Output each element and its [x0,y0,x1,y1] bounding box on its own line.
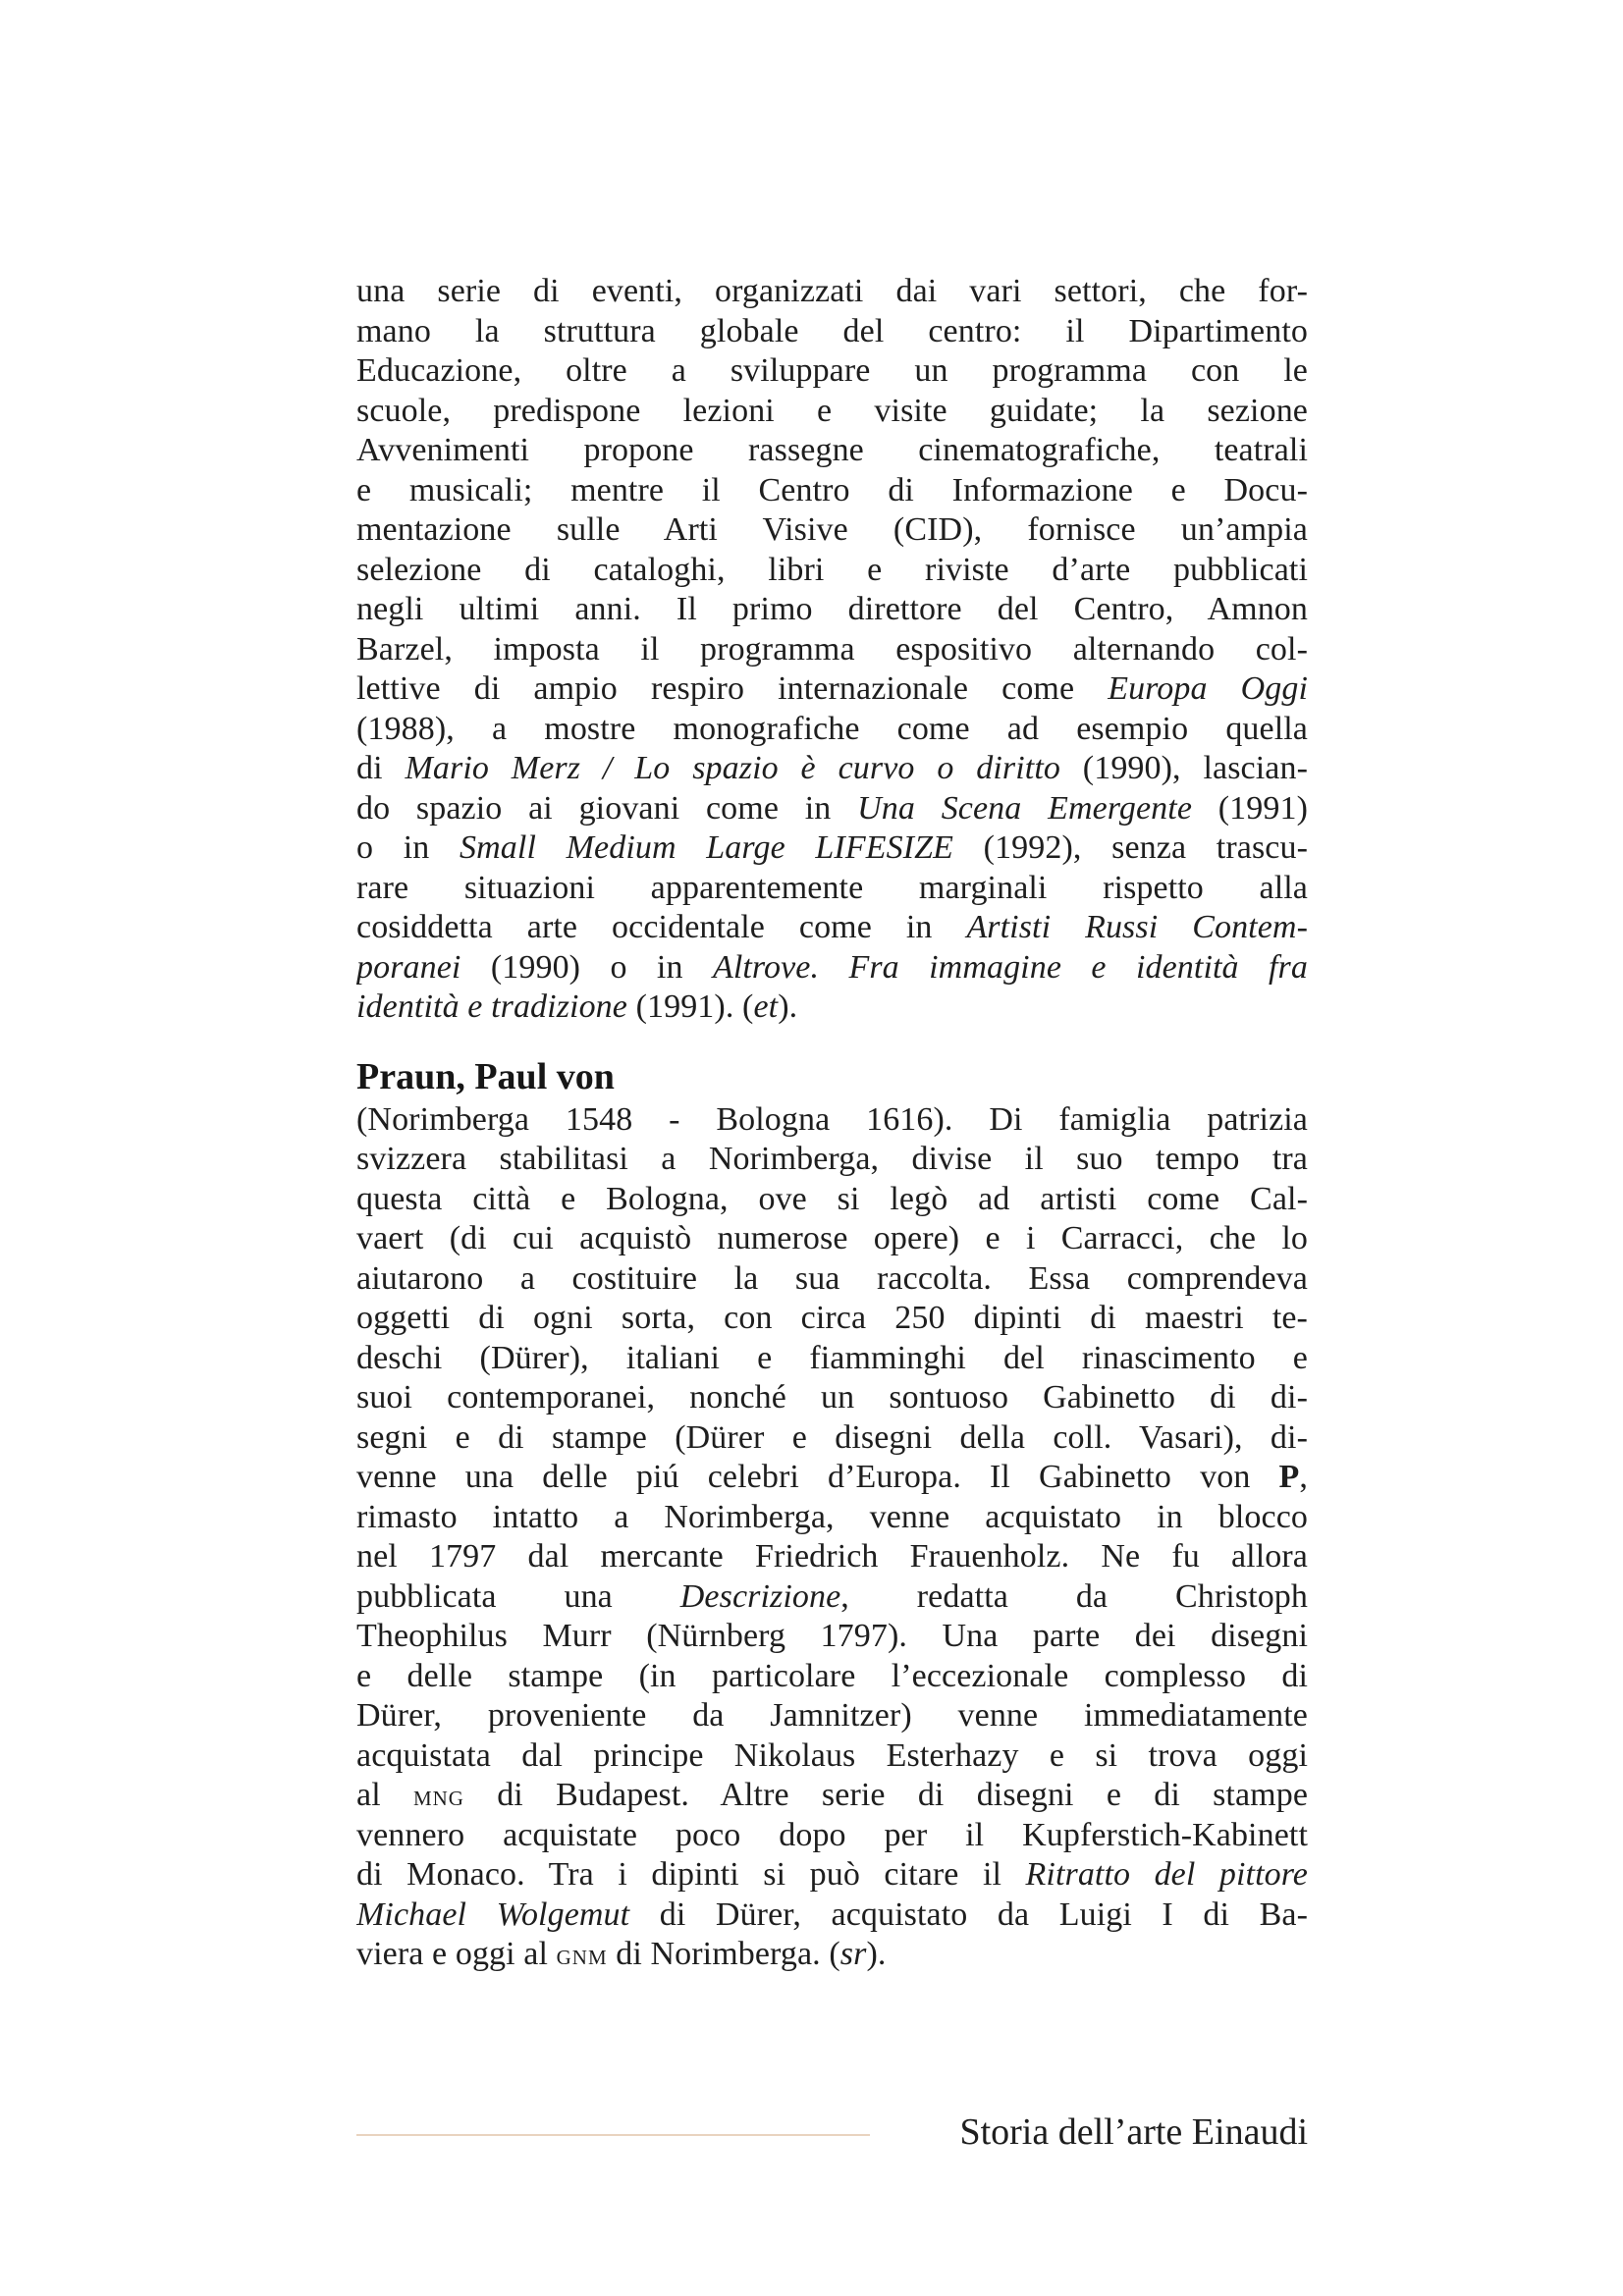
text-line [356,272,1308,312]
small-caps-text: mng [412,1780,464,1812]
text-line [356,1816,1308,1856]
text-line [356,1299,1308,1339]
text-run: Barzel, imposta il programma espositivo alternando col- [356,630,1308,667]
text-line [356,1378,1308,1418]
italic-text: Altrove. Fra immagine e identità fra [712,948,1308,986]
text-run: di Norimberga. ( [607,1936,840,1972]
entry-paragraph [356,1100,1308,1975]
text-run: ). [866,1936,887,1972]
text-line [356,869,1308,909]
text-line [356,630,1308,670]
text-run: Dürer, proveniente da Jamnitzer) venne immediatamente [356,1697,1308,1734]
text-run: (Norimberga 1548 - Bologna 1616). Di famiglia patrizia [356,1100,1308,1138]
text-line [356,1180,1308,1220]
text-run: questa città e Bologna, ove si legò ad artisti come Cal- [356,1180,1308,1217]
text-line [356,1855,1308,1896]
text-line [356,789,1308,829]
italic-text: poranei [356,948,461,986]
small-caps-text: gnm [556,1939,608,1971]
text-line [356,908,1308,948]
text-run: scuole, predispone lezioni e visite guidate; la sezione [356,392,1308,429]
text-run: lettive di ampio respiro internazionale come [356,670,1109,707]
text-run: ). [778,988,798,1025]
text-line [356,1736,1308,1777]
text-line [356,1418,1308,1459]
text-run: nel 1797 dal mercante Friedrich Frauenholz. Ne fu allora [356,1538,1308,1575]
text-line [356,1657,1308,1697]
text-run: rimasto intatto a Norimberga, venne acquistato in blocco [356,1498,1308,1535]
text-run: Theophilus Murr (Nürnberg 1797). Una parte dei disegni [356,1618,1308,1654]
text-line [356,1219,1308,1259]
text-run: do spazio ai giovani come in [356,789,858,827]
text-run: mentazione sulle Arti Visive (CID), fornisce un’ampia [356,511,1308,548]
text-line [356,1498,1308,1538]
text-run: vaert (di cui acquistò numerose opere) e i Carracci, che lo [356,1220,1308,1256]
text-line [356,1259,1308,1300]
italic-text: identità e tradizione [356,988,627,1025]
text-run: acquistata dal principe Nikolaus Esterhazy e si trova oggi [356,1736,1308,1774]
italic-text: Ritratto del pittore [1025,1856,1308,1893]
text-line [356,1896,1308,1936]
text-line [356,1617,1308,1657]
text-run: svizzera stabilitasi a Norimberga, divise il suo tempo tra [356,1141,1308,1177]
text-line [356,1776,1308,1816]
text-run: (1990), lascian- [1059,750,1308,786]
footer-rule [356,2134,870,2136]
italic-text: Michael Wolgemut [356,1896,630,1933]
text-run: deschi (Dürer), italiani e fiamminghi del rinascimento e [356,1339,1308,1376]
text-run: (1992), senza trascu- [953,829,1308,866]
text-line [356,1537,1308,1577]
bold-text: P [1278,1459,1300,1495]
text-run: e musicali; mentre il Centro di Informazione e Docu- [356,471,1308,508]
text-line [356,590,1308,630]
text-run: oggetti di ogni sorta, con circa 250 dipinti di maestri te- [356,1300,1308,1336]
text-line [356,988,1308,1028]
text-run: negli ultimi anni. Il primo direttore del Centro, Amnon [356,591,1308,627]
text-run: , redatta da Christoph [840,1577,1308,1615]
text-line [356,828,1308,869]
italic-text: Europa Oggi [1108,670,1308,707]
text-run: o in [356,829,460,866]
text-run: pubblicata una [356,1577,680,1615]
text-line [356,471,1308,511]
text-run: cosiddetta arte occidentale come in [356,909,967,945]
italic-text: Artisti Russi Contem- [966,909,1308,945]
text-run: di Monaco. Tra i dipinti si può citare il [356,1856,1026,1893]
text-line [356,312,1308,352]
text-run: mano la struttura globale del centro: il Dipartimento [356,312,1308,349]
text-line [356,948,1308,988]
text-line [356,710,1308,750]
entry-heading: Praun, Paul von [356,1055,615,1097]
text-line [356,510,1308,551]
text-run: una serie di eventi, organizzati dai vari settori, che for- [356,273,1308,309]
text-run: e delle stampe (in particolare l’eccezionale complesso di [356,1657,1308,1694]
text-line [356,1100,1308,1141]
text-run: (1991). ( [626,988,754,1025]
italic-text: et [753,988,779,1025]
text-run: aiutarono a costituire la sua raccolta. Essa comprendeva [356,1259,1308,1297]
italic-text: Small Medium Large LIFESIZE [460,829,953,866]
italic-text: Descrizione [679,1577,841,1615]
italic-text: Una Scena Emergente [857,789,1193,827]
text-run: suoi contemporanei, nonché un sontuoso Gabinetto di di- [356,1379,1308,1415]
text-run: segni e di stampe (Dürer e disegni della coll. Vasari), di- [356,1418,1308,1456]
text-line [356,551,1308,591]
italic-text: Mario Merz / Lo spazio è curvo o diritto [405,750,1060,786]
text-line [356,1140,1308,1180]
text-run: Avvenimenti propone rassegne cinematografiche, teatrali [356,432,1308,468]
text-line [356,392,1308,432]
text-run: (1988), a mostre monografiche come ad esempio quella [356,710,1308,747]
page-body [356,272,1308,1975]
text-run: viera e oggi al [356,1936,557,1972]
text-line [356,1339,1308,1379]
text-run: selezione di cataloghi, libri e riviste d’arte pubblicati [356,551,1308,588]
italic-text: sr [839,1936,867,1972]
footer-title: Storia dell’arte Einaudi [959,2111,1308,2153]
text-run: vennero acquistate poco dopo per il Kupferstich-Kabinett [356,1816,1308,1853]
text-line [356,351,1308,392]
text-run: di [356,750,406,786]
text-run: , [1299,1459,1308,1495]
text-run: di Budapest. Altre serie di disegni e di stampe [463,1777,1308,1813]
page-footer [356,2109,1308,2158]
text-run: (1991) [1192,789,1308,827]
text-run: al [356,1777,413,1813]
text-run: venne una delle piú celebri d’Europa. Il Gabinetto von [356,1459,1279,1495]
text-line [356,1458,1308,1498]
text-line [356,431,1308,471]
text-line [356,669,1308,710]
text-line [356,1935,1308,1975]
continuation-paragraph [356,272,1308,1028]
text-line [356,749,1308,789]
text-run: rare situazioni apparentemente marginali rispetto alla [356,869,1308,906]
text-run: di Dürer, acquistato da Luigi I di Ba- [629,1896,1308,1933]
text-run: (1990) o in [460,948,713,986]
text-line [356,1577,1308,1618]
text-run: Educazione, oltre a sviluppare un programma con le [356,352,1308,389]
text-line [356,1696,1308,1736]
